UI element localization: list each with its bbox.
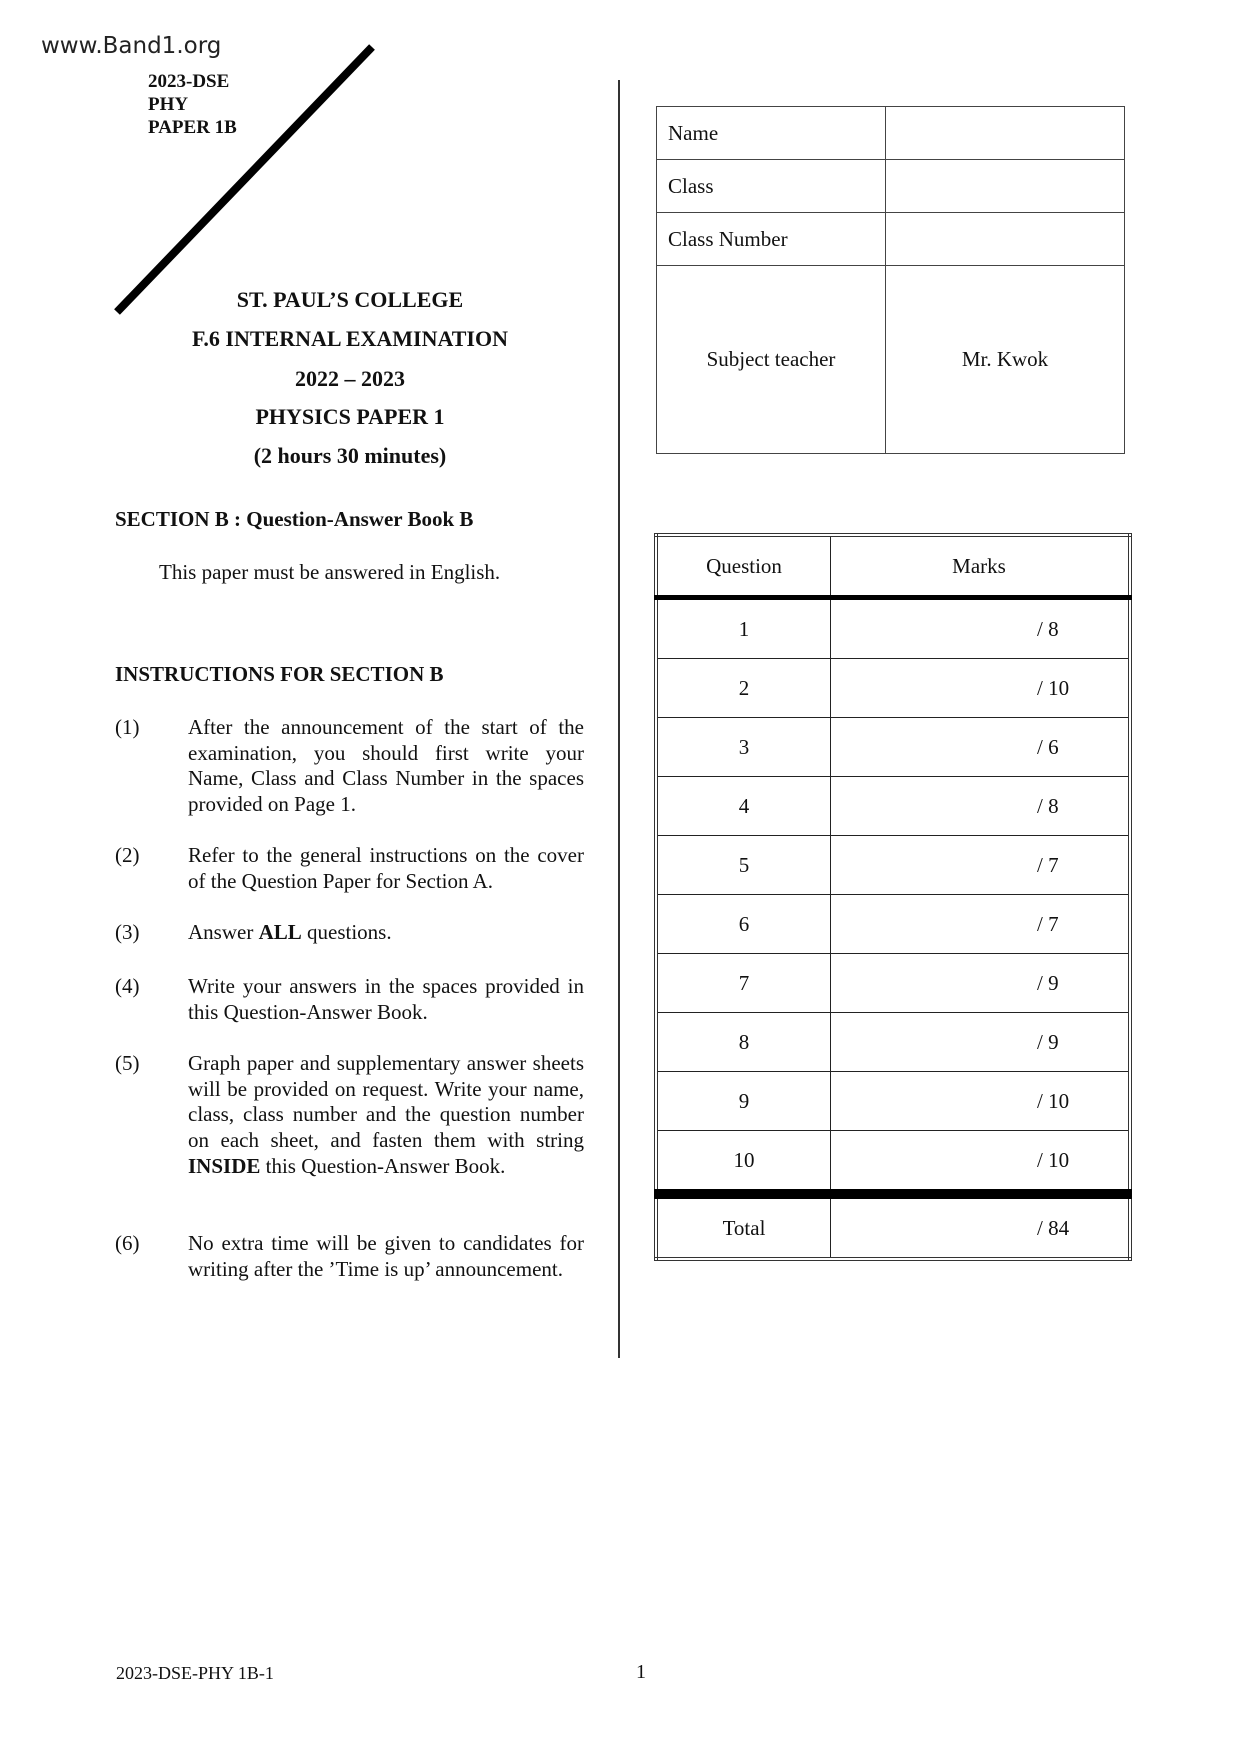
class-number-field[interactable] <box>886 213 1125 266</box>
question-number: 5 <box>656 836 831 895</box>
watermark: www.Band1.org <box>41 33 222 59</box>
text-part: questions. <box>301 920 392 944</box>
text-part: Write your answers in the spaces provided in this Question-Answer Book. <box>188 974 584 1024</box>
marks-cell: / 10 <box>831 659 1131 718</box>
instruction-number: (4) <box>115 974 140 998</box>
total-label: Total <box>656 1194 831 1259</box>
instruction-text <box>188 1231 584 1282</box>
question-number: 2 <box>656 659 831 718</box>
instruction-text <box>188 843 584 894</box>
bold-text: ALL <box>258 920 302 944</box>
class-field[interactable] <box>886 160 1125 213</box>
paper-code-line: PHY <box>148 94 189 115</box>
class-number-label: Class Number <box>657 213 886 266</box>
marks-cell: / 7 <box>831 895 1131 954</box>
table-row <box>656 598 1130 659</box>
instructions-heading: INSTRUCTIONS FOR SECTION B <box>115 662 444 686</box>
candidate-info-table <box>656 106 1125 454</box>
paper-title: PHYSICS PAPER 1 <box>255 404 445 429</box>
table-row <box>656 659 1130 718</box>
marks-table <box>654 533 1132 1261</box>
question-header: Question <box>656 535 831 598</box>
section-heading: SECTION B : Question-Answer Book B <box>115 507 474 531</box>
table-row <box>656 1013 1130 1072</box>
school-name: ST. PAUL’S COLLEGE <box>236 287 464 312</box>
table-row <box>656 1131 1130 1195</box>
vertical-divider <box>618 80 620 1358</box>
question-number: 7 <box>656 954 831 1013</box>
marks-cell: / 8 <box>831 598 1131 659</box>
question-number: 6 <box>656 895 831 954</box>
instruction-text <box>188 920 584 946</box>
exam-name: F.6 INTERNAL EXAMINATION <box>192 326 508 351</box>
question-number: 10 <box>656 1131 831 1195</box>
instruction-number: (6) <box>115 1231 140 1255</box>
table-row <box>656 777 1130 836</box>
marks-cell: / 10 <box>831 1131 1131 1195</box>
marks-cell: / 9 <box>831 1013 1131 1072</box>
question-number: 1 <box>656 598 831 659</box>
question-number: 9 <box>656 1072 831 1131</box>
question-number: 8 <box>656 1013 831 1072</box>
page-number: 1 <box>636 1661 646 1683</box>
text-part: No extra time will be given to candidates for writing after the ’Time is up’ announcement. <box>188 1231 584 1281</box>
text-part: Refer to the general instructions on the cover of the Question Paper for Section A. <box>188 843 584 893</box>
question-number: 4 <box>656 777 831 836</box>
instruction-text <box>188 1051 584 1180</box>
text-part: After the announcement of the start of the examination, you should first write your Name, Class and Class Number in the spaces provided on Page 1. <box>188 715 584 817</box>
table-row <box>656 954 1130 1013</box>
marks-cell: / 9 <box>831 954 1131 1013</box>
paper-code-line: 2023-DSE <box>148 71 230 92</box>
instruction-number: (3) <box>115 920 140 944</box>
text-part: Graph paper and supplementary answer sheets will be provided on request. Write your name, class, class number and the question number on each sheet, and fasten them with string <box>188 1051 584 1153</box>
subject-teacher-label: Subject teacher <box>657 266 886 454</box>
marks-cell: / 8 <box>831 777 1131 836</box>
marks-cell: / 7 <box>831 836 1131 895</box>
marks-cell: / 6 <box>831 718 1131 777</box>
text-part: Answer <box>188 920 259 944</box>
instruction-number: (1) <box>115 715 140 739</box>
marks-header: Marks <box>831 535 1131 598</box>
table-row <box>656 718 1130 777</box>
name-field[interactable] <box>886 107 1125 160</box>
instruction-number: (2) <box>115 843 140 867</box>
name-label: Name <box>657 107 886 160</box>
question-number: 3 <box>656 718 831 777</box>
marks-cell: / 10 <box>831 1072 1131 1131</box>
footer-code: 2023-DSE-PHY 1B-1 <box>116 1663 274 1683</box>
school-year: 2022 – 2023 <box>295 366 405 391</box>
total-row <box>656 1194 1130 1259</box>
total-marks: / 84 <box>831 1194 1131 1259</box>
text-part: this Question-Answer Book. <box>260 1153 506 1178</box>
subject-teacher-value: Mr. Kwok <box>886 266 1125 454</box>
bold-text: INSIDE <box>188 1153 261 1178</box>
instruction-text <box>188 715 584 818</box>
duration: (2 hours 30 minutes) <box>253 443 447 468</box>
class-label: Class <box>657 160 886 213</box>
table-row <box>656 836 1130 895</box>
instruction-text <box>188 974 584 1025</box>
paper-code-line: PAPER 1B <box>148 117 237 138</box>
table-row <box>656 1072 1130 1131</box>
language-note: This paper must be answered in English. <box>159 560 501 584</box>
instruction-number: (5) <box>115 1051 140 1075</box>
table-row <box>656 895 1130 954</box>
